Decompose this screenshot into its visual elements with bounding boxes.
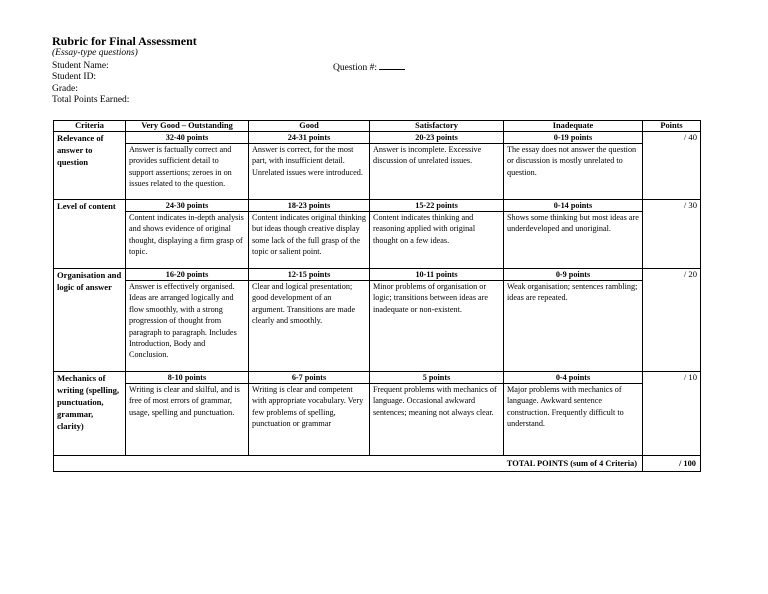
points-range: 0-19 points (504, 132, 643, 144)
col-header-satisfactory: Satisfactory (370, 121, 504, 132)
points-range: 24-31 points (249, 132, 370, 144)
table-header-row (54, 121, 701, 132)
points-range: 18-23 points (249, 200, 370, 212)
description-cell: Content indicates thinking and reasoning applied with original thought on a few ideas. (370, 212, 504, 269)
description-cell: Minor problems of organisation or logic; transitions between ideas are inadequate or non-existent. (370, 281, 504, 372)
points-range: 24-30 points (126, 200, 249, 212)
points-range: 12-15 points (249, 269, 370, 281)
question-blank-line (379, 61, 405, 70)
points-range-row (54, 269, 701, 281)
rubric-title: Rubric for Final Assessment (52, 34, 197, 48)
description-cell: Answer is correct, for the most part, with insufficient detail. Unrelated issues were introduced. (249, 144, 370, 200)
points-range: 32-40 points (126, 132, 249, 144)
description-cell: Frequent problems with mechanics of language. Occasional awkward sentences; meaning not always clear. (370, 384, 504, 456)
criteria-cell: Mechanics of writing (spelling, punctuation, grammar, clarity) (54, 372, 126, 456)
description-cell: Answer is effectively organised. Ideas are arranged logically and flow smoothly, with a strong progression of thought from paragraph to paragraph. Includes Introduction, Body and Conclusion. (126, 281, 249, 372)
points-range: 0-4 points (504, 372, 643, 384)
student-id-field: Student ID: (52, 72, 97, 82)
col-header-criteria: Criteria (54, 121, 126, 132)
question-label: Question #: (333, 63, 378, 73)
criteria-cell: Level of content (54, 200, 126, 269)
grade-field: Grade: (52, 84, 78, 94)
points-range: 8-10 points (126, 372, 249, 384)
points-range: 0-14 points (504, 200, 643, 212)
points-range-row (54, 132, 701, 144)
points-cell: / 20 (643, 269, 701, 372)
points-range: 10-11 points (370, 269, 504, 281)
description-cell: Weak organisation; sentences rambling; ideas are repeated. (504, 281, 643, 372)
description-cell: Writing is clear and skilful, and is free of most errors of grammar, usage, spelling and punctuation. (126, 384, 249, 456)
description-row (54, 281, 701, 372)
points-range: 0-9 points (504, 269, 643, 281)
points-range: 16-20 points (126, 269, 249, 281)
rubric-table (53, 120, 701, 472)
description-cell: Content indicates original thinking but ideas though creative display some lack of the full grasp of the topic or salient point. (249, 212, 370, 269)
criteria-cell: Organisation and logic of answer (54, 269, 126, 372)
total-row (54, 456, 701, 472)
col-header-inadequate: Inadequate (504, 121, 643, 132)
description-cell: Writing is clear and competent with appropriate vocabulary. Very few problems of spelling, punctuation or grammar (249, 384, 370, 456)
points-cell: / 10 (643, 372, 701, 456)
col-header-very-good: Very Good – Outstanding (126, 121, 249, 132)
points-range: 6-7 points (249, 372, 370, 384)
description-cell: Major problems with mechanics of language. Awkward sentence construction. Frequently difficult to understand. (504, 384, 643, 456)
description-cell: Answer is factually correct and provides sufficient detail to support assertions; zeroes in on issues related to the question. (126, 144, 249, 200)
description-row (54, 212, 701, 269)
description-cell: Answer is incomplete. Excessive discussion of unrelated issues. (370, 144, 504, 200)
points-range-row (54, 372, 701, 384)
total-points-value: / 100 (643, 456, 701, 472)
criteria-cell: Relevance of answer to question (54, 132, 126, 200)
points-cell: / 30 (643, 200, 701, 269)
col-header-good: Good (249, 121, 370, 132)
total-points-label: TOTAL POINTS (sum of 4 Criteria) (54, 456, 643, 472)
description-cell: Clear and logical presentation; good development of an argument. Transitions are made clearly and smoothly. (249, 281, 370, 372)
points-range: 5 points (370, 372, 504, 384)
description-cell: Content indicates in-depth analysis and shows evidence of original thought, displaying a firm grasp of topic. (126, 212, 249, 269)
description-row (54, 144, 701, 200)
question-number-field (333, 61, 405, 73)
points-range-row (54, 200, 701, 212)
description-row (54, 384, 701, 456)
points-range: 15-22 points (370, 200, 504, 212)
rubric-subtitle: (Essay-type questions) (52, 48, 138, 58)
description-cell: The essay does not answer the question or discussion is mostly unrelated to question. (504, 144, 643, 200)
col-header-points: Points (643, 121, 701, 132)
description-cell: Shows some thinking but most ideas are underdeveloped and unoriginal. (504, 212, 643, 269)
student-name-field: Student Name: (52, 61, 109, 71)
points-cell: / 40 (643, 132, 701, 200)
total-points-earned-field: Total Points Earned: (52, 95, 130, 105)
points-range: 20-23 points (370, 132, 504, 144)
